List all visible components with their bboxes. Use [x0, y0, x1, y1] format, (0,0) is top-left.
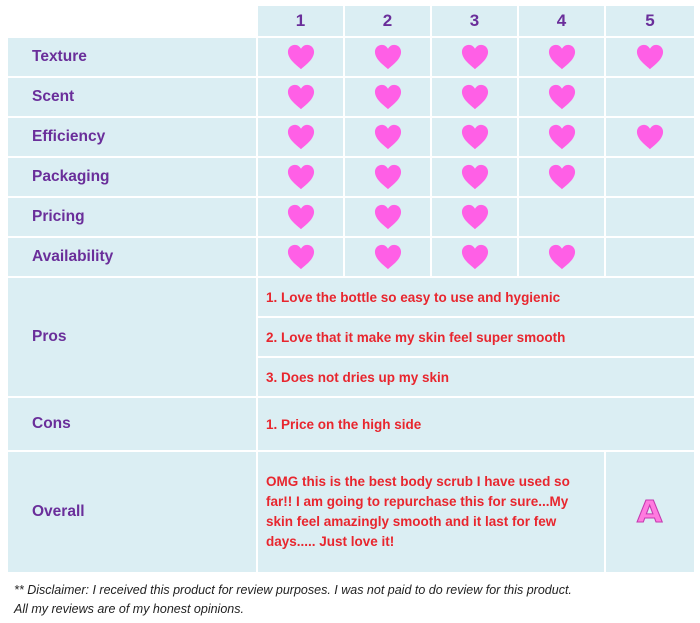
rating-row [8, 238, 694, 276]
pros-label: Pros [8, 278, 256, 396]
heart-icon [373, 123, 403, 151]
heart-icon [460, 243, 490, 271]
rating-cell [345, 198, 430, 236]
cons-row [8, 398, 694, 450]
rating-header-5: 5 [606, 6, 694, 36]
pros-item: 2. Love that it make my skin feel super smooth [258, 318, 694, 356]
category-label: Availability [8, 238, 256, 276]
rating-row [8, 78, 694, 116]
category-label: Packaging [8, 158, 256, 196]
heart-icon [547, 163, 577, 191]
heart-icon [373, 43, 403, 71]
cons-label: Cons [8, 398, 256, 450]
rating-cell [345, 118, 430, 156]
grade-cell [606, 452, 694, 572]
category-label: Pricing [8, 198, 256, 236]
disclaimer [14, 581, 694, 619]
heart-icon [460, 203, 490, 231]
rating-row [8, 38, 694, 76]
rating-cell [258, 78, 343, 116]
rating-row [8, 158, 694, 196]
overall-text: OMG this is the best body scrub I have used so far!! I am going to repurchase this for sure...My skin feel amazingly smooth and it last for few days..... Just love it! [258, 452, 604, 572]
heart-icon [460, 43, 490, 71]
heart-icon [373, 163, 403, 191]
rating-header-2: 2 [345, 6, 430, 36]
heart-icon [373, 83, 403, 111]
heart-icon [547, 83, 577, 111]
rating-cell [258, 198, 343, 236]
pros-row [8, 278, 694, 316]
rating-header-4: 4 [519, 6, 604, 36]
rating-row [8, 118, 694, 156]
rating-header-1: 1 [258, 6, 343, 36]
category-label: Scent [8, 78, 256, 116]
review-table-container [6, 4, 692, 574]
rating-cell [345, 78, 430, 116]
rating-row [8, 198, 694, 236]
heart-icon [286, 243, 316, 271]
heart-icon [635, 43, 665, 71]
rating-cell [606, 158, 694, 196]
rating-cell [258, 38, 343, 76]
rating-cell [606, 198, 694, 236]
heart-icon [460, 83, 490, 111]
rating-cell [432, 198, 517, 236]
rating-cell [606, 238, 694, 276]
header-corner [8, 6, 256, 36]
rating-header-row [8, 6, 694, 36]
rating-cell [606, 78, 694, 116]
cons-item: 1. Price on the high side [258, 398, 694, 450]
rating-cell [519, 118, 604, 156]
grade-letter: A [637, 494, 663, 530]
heart-icon [547, 43, 577, 71]
category-label: Texture [8, 38, 256, 76]
rating-cell [345, 38, 430, 76]
review-table [6, 4, 696, 574]
rating-cell [258, 118, 343, 156]
rating-cell [606, 118, 694, 156]
rating-cell [606, 38, 694, 76]
rating-cell [432, 238, 517, 276]
rating-cell [258, 158, 343, 196]
rating-cell [432, 78, 517, 116]
heart-icon [373, 243, 403, 271]
pros-item: 1. Love the bottle so easy to use and hygienic [258, 278, 694, 316]
rating-cell [345, 158, 430, 196]
rating-header-3: 3 [432, 6, 517, 36]
heart-icon [286, 123, 316, 151]
heart-icon [286, 163, 316, 191]
category-label: Efficiency [8, 118, 256, 156]
rating-cell [432, 38, 517, 76]
rating-cell [258, 238, 343, 276]
heart-icon [547, 243, 577, 271]
overall-row [8, 452, 694, 572]
heart-icon [460, 163, 490, 191]
heart-icon [635, 123, 665, 151]
heart-icon [286, 203, 316, 231]
rating-cell [519, 78, 604, 116]
rating-cell [519, 158, 604, 196]
overall-label: Overall [8, 452, 256, 572]
pros-item: 3. Does not dries up my skin [258, 358, 694, 396]
rating-cell [432, 158, 517, 196]
heart-icon [460, 123, 490, 151]
heart-icon [286, 43, 316, 71]
rating-cell [345, 238, 430, 276]
rating-cell [519, 198, 604, 236]
heart-icon [373, 203, 403, 231]
disclaimer-line-1: ** Disclaimer: I received this product for review purposes. I was not paid to do review for this product. [14, 583, 572, 597]
heart-icon [547, 123, 577, 151]
disclaimer-line-2: All my reviews are of my honest opinions. [14, 602, 244, 616]
rating-cell [432, 118, 517, 156]
rating-cell [519, 38, 604, 76]
rating-cell [519, 238, 604, 276]
heart-icon [286, 83, 316, 111]
